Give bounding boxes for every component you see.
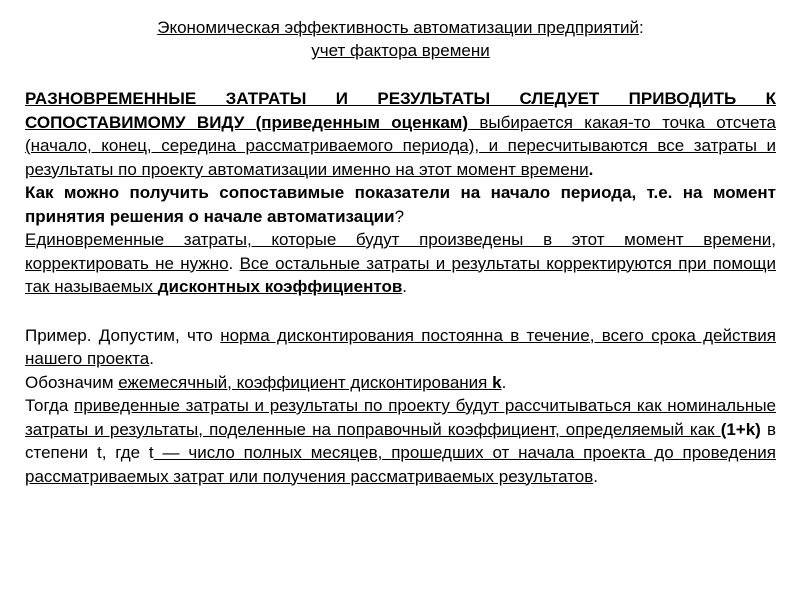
formula-power-text: в степени bbox=[25, 419, 776, 462]
example-lead: Пример. Допустим, что bbox=[25, 325, 221, 345]
spacer bbox=[25, 299, 776, 324]
example-text: норма дисконтирования постоянна в течение, всего срока действия нашего проекта bbox=[25, 325, 776, 368]
title-main-text: Экономическая эффективность автоматизации предприятий bbox=[157, 18, 640, 37]
question-mark: ? bbox=[394, 206, 405, 226]
formula-text: приведенные затраты и результаты по проекту будут рассчитываться как номинальные затраты и результаты, поделенные на поправочный коэффициент, определяемый как bbox=[25, 396, 776, 439]
discount-coefficients-term: дисконтных коэффициентов bbox=[157, 277, 403, 296]
correction-separator: . bbox=[228, 253, 240, 273]
correction-text-2: Все остальные затраты и результаты корректируются при помощи так называемых bbox=[25, 253, 777, 296]
paragraph-intro bbox=[25, 87, 776, 181]
example-period: . bbox=[149, 349, 154, 368]
correction-period: . bbox=[402, 277, 408, 296]
paragraph-notation bbox=[25, 371, 776, 395]
formula-where: , где bbox=[101, 443, 149, 462]
formula-expression: (1+k) bbox=[720, 419, 761, 439]
title-colon: : bbox=[639, 18, 644, 37]
paragraph-question bbox=[25, 181, 776, 228]
question-text: Как можно получить сопоставимые показатели на начало периода, т.е. на момент принятия решения о начале автоматизации bbox=[25, 183, 776, 226]
title-line-2 bbox=[25, 39, 776, 62]
title-subtitle-text: учет фактора времени bbox=[311, 41, 490, 60]
spacer bbox=[25, 62, 776, 87]
intro-text: выбирается какая-то точка отсчета (начало, конец, середина рассматриваемого периода), и пересчитываются все затраты и результаты по проекту автоматизации именно на этот момент времени bbox=[25, 112, 776, 179]
slide-content bbox=[25, 16, 776, 488]
paragraph-example bbox=[25, 324, 776, 371]
correction-text-1: Единовременные затраты, которые будут произведены в этот момент времени, корректировать не нужно bbox=[25, 230, 776, 273]
notation-text: ежемесячный, коэффициент дисконтирования bbox=[118, 372, 493, 392]
formula-t-definition: — число полных месяцев, прошедших от начала проекта до проведения рассматриваемых затрат или получения рассматриваемых результатов bbox=[25, 443, 776, 486]
notation-k: k bbox=[492, 372, 502, 392]
paragraph-formula bbox=[25, 394, 776, 488]
formula-t-2: t bbox=[148, 443, 154, 462]
intro-heading: РАЗНОВРЕМЕННЫЕ ЗАТРАТЫ И РЕЗУЛЬТАТЫ СЛЕДУЕТ ПРИВОДИТЬ К СОПОСТАВИМОМУ ВИДУ (приведенным оценкам) bbox=[25, 89, 776, 132]
slide-title bbox=[25, 16, 776, 62]
paragraph-correction bbox=[25, 228, 776, 299]
notation-period: . bbox=[501, 372, 507, 392]
formula-lead: Тогда bbox=[25, 396, 75, 415]
notation-lead: Обозначим bbox=[25, 372, 119, 392]
title-line-1 bbox=[25, 16, 776, 39]
intro-period: . bbox=[588, 159, 594, 179]
formula-t: t bbox=[96, 443, 102, 462]
formula-period: . bbox=[593, 466, 598, 486]
